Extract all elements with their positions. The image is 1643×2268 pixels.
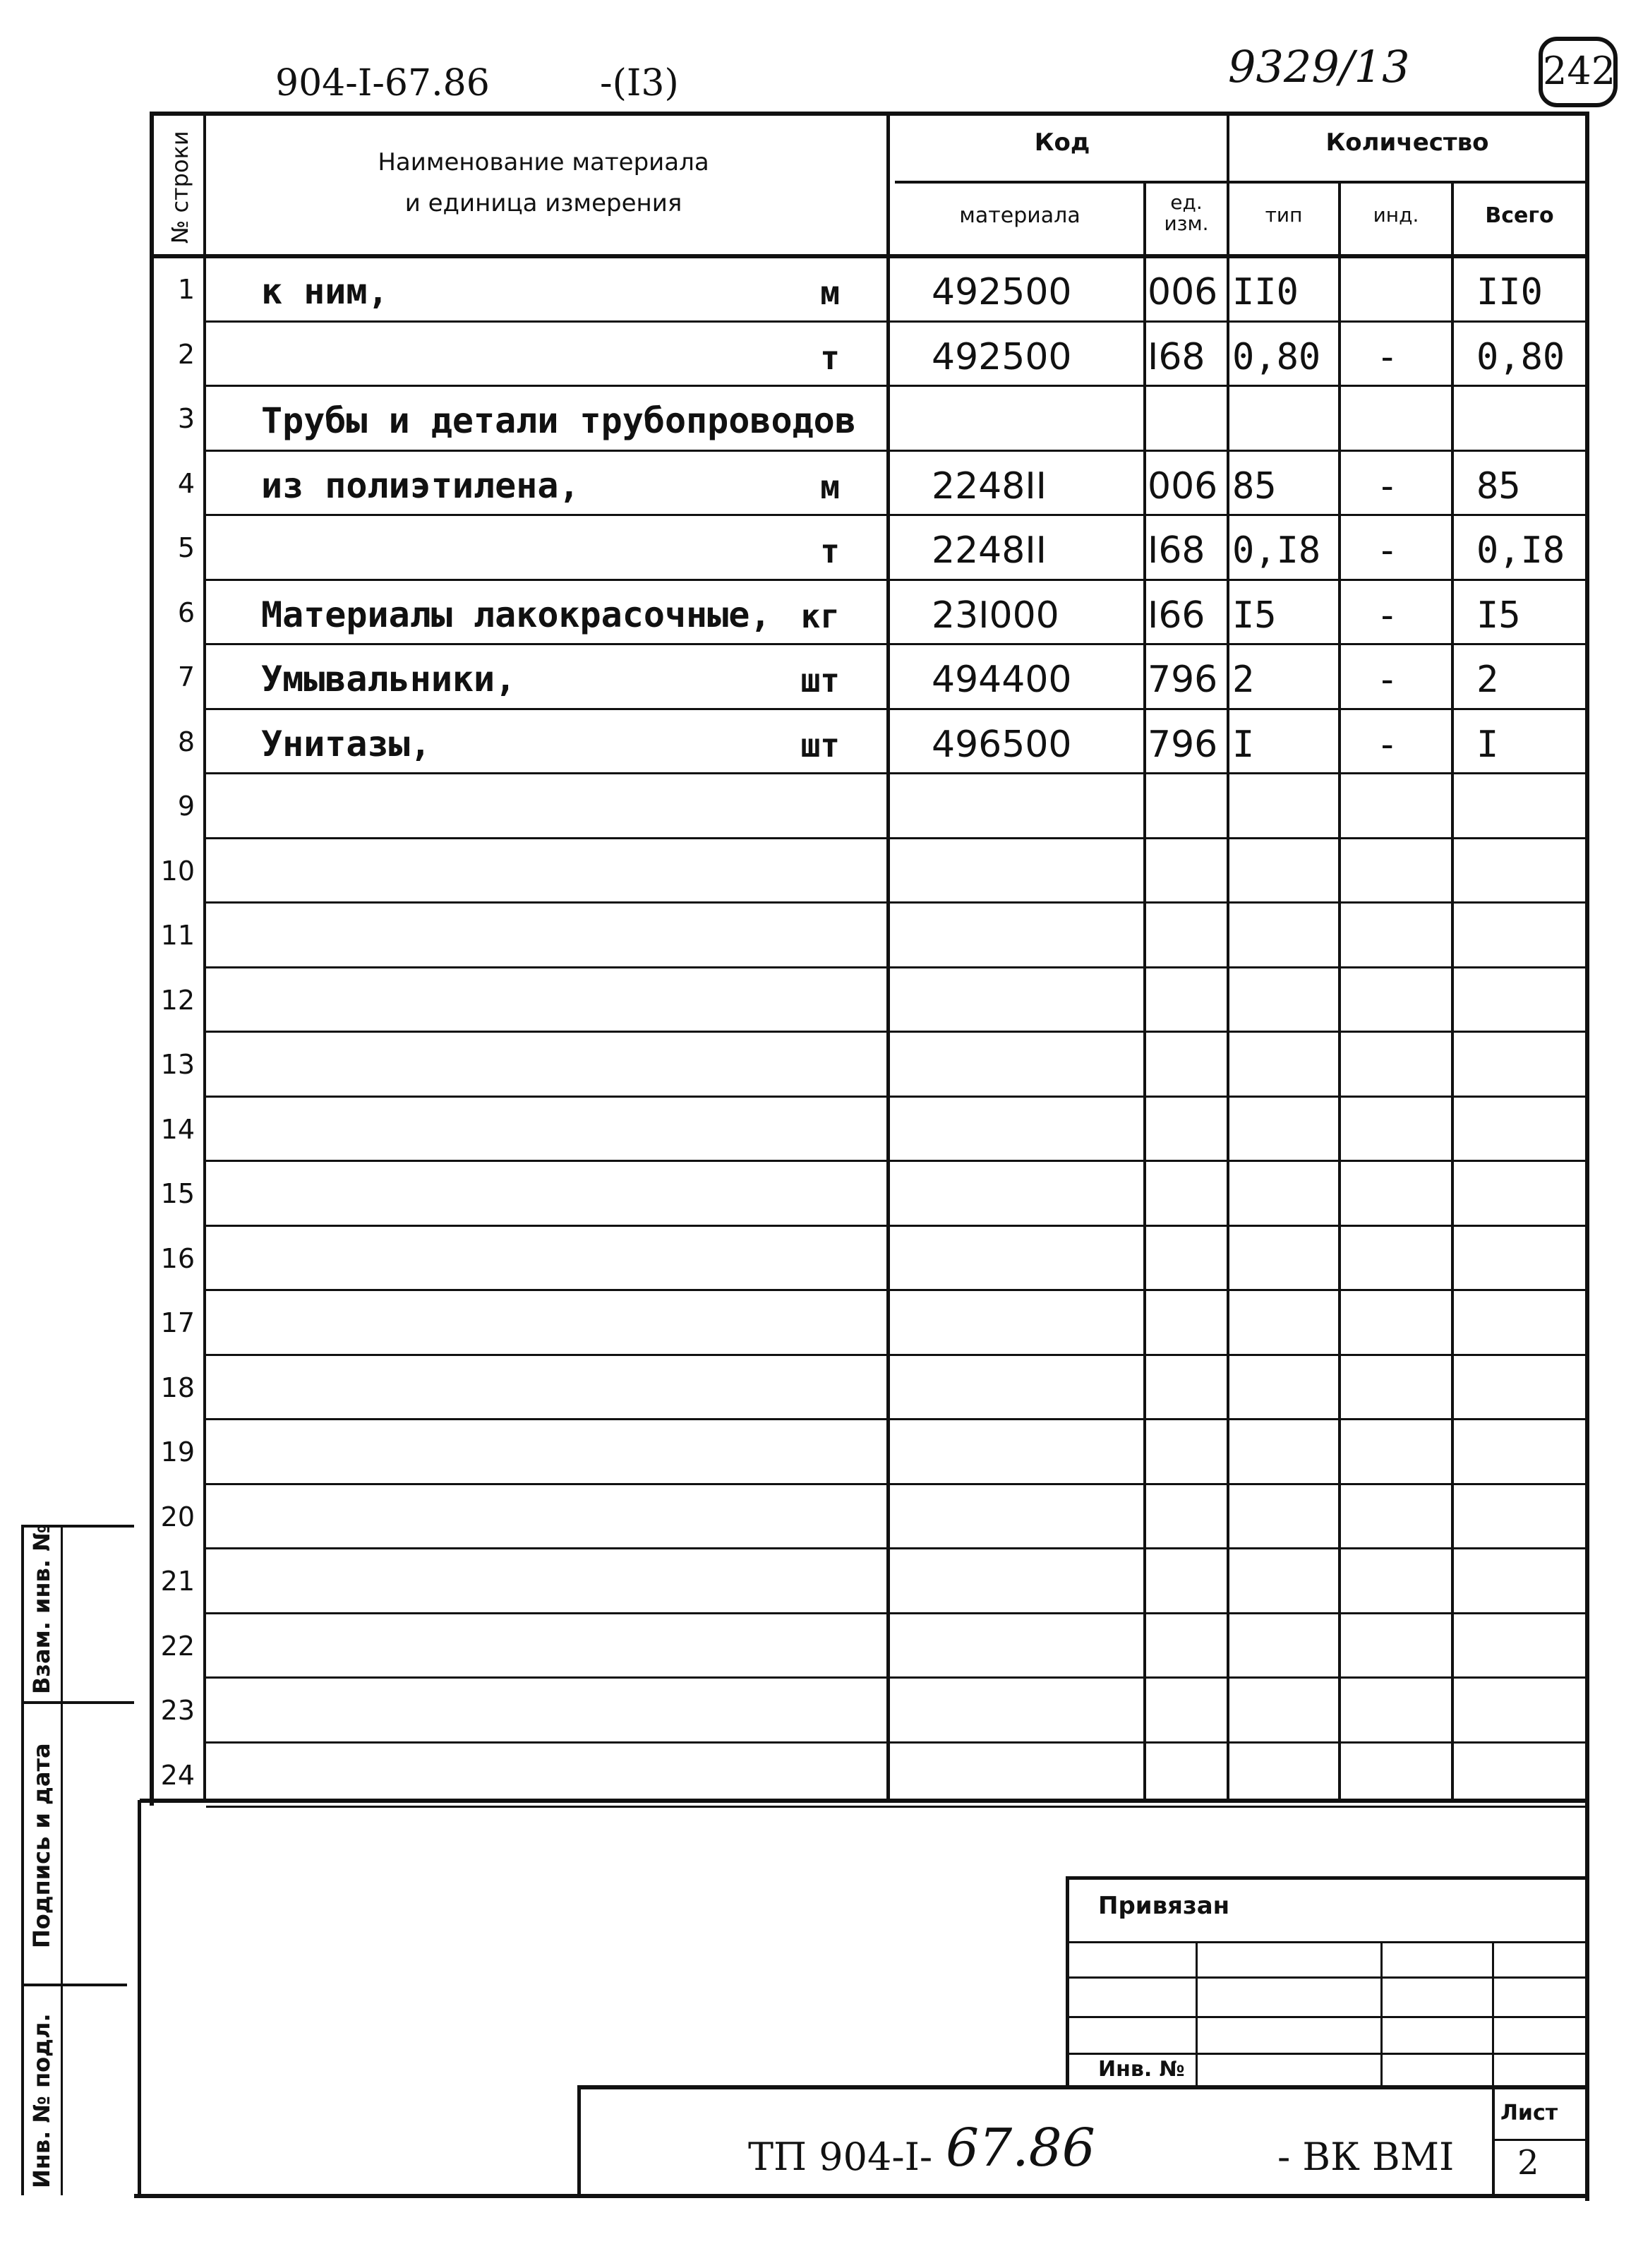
row-line: [206, 579, 1587, 581]
code-material-header: материала: [959, 203, 1081, 228]
row-line: [206, 1547, 1587, 1549]
unit-of-measure: т: [820, 339, 840, 377]
code-unit-header-line1: ед.: [1170, 191, 1203, 214]
code-unit-header-line2: изм.: [1164, 212, 1209, 235]
name-header-line1: Наименование материала: [378, 148, 709, 176]
material-name: Унитазы,: [261, 724, 431, 764]
stamp-col-2: [1380, 1941, 1383, 2089]
row-number: 16: [160, 1243, 195, 1274]
unit-of-measure: м: [820, 468, 840, 506]
quantity-ind: -: [1376, 465, 1399, 508]
quantity-type: II0: [1232, 271, 1299, 313]
row-line: [206, 1289, 1587, 1291]
quantity-total: I: [1476, 724, 1499, 766]
quantity-type: 85: [1232, 465, 1277, 508]
stamp-privyazan: Привязан: [1098, 1892, 1230, 1920]
side-label-inv-podl: Инв. № подл.: [28, 2013, 55, 2188]
row-number: 13: [160, 1049, 195, 1080]
row-line: [206, 450, 1587, 452]
frame-top: [150, 112, 1589, 116]
title-block-top: [577, 2085, 1588, 2089]
row-line: [206, 1096, 1587, 1098]
material-code: 23I000: [932, 594, 1059, 637]
row-number: 24: [160, 1760, 195, 1791]
row-number: 22: [160, 1631, 195, 1662]
quantity-ind: -: [1376, 724, 1399, 766]
row-number: 6: [177, 597, 195, 628]
row-line: [206, 1160, 1587, 1162]
frame-left-lower: [138, 1800, 141, 2195]
stamp-left: [1066, 1876, 1069, 2088]
row-line: [206, 1354, 1587, 1356]
row-number: 3: [177, 403, 195, 434]
row-line: [206, 1806, 1587, 1808]
code-header: Код: [1034, 128, 1090, 157]
quantity-ind: -: [1376, 659, 1399, 701]
row-line: [206, 708, 1587, 710]
row-line: [206, 966, 1587, 968]
title-prefix: ТП 904-I-: [748, 2135, 933, 2179]
material-name: Умывальники,: [261, 659, 517, 700]
unit-code: I68: [1148, 529, 1205, 572]
sheet-reference: -(I3): [600, 62, 679, 104]
row-line: [206, 514, 1587, 516]
quantity-type: 2: [1232, 659, 1255, 701]
row-number: 1: [177, 274, 195, 305]
row-line: [206, 1031, 1587, 1033]
quantity-total: 2: [1476, 659, 1499, 701]
row-number: 10: [160, 856, 195, 887]
row-line: [206, 320, 1587, 323]
material-code: 2248II: [932, 465, 1047, 508]
quantity-ind: -: [1376, 529, 1399, 572]
row-number: 2: [177, 339, 195, 370]
sheet-label: Лист: [1500, 2101, 1558, 2125]
stamp-line-4: [1069, 2053, 1588, 2055]
quantity-total: 0,80: [1476, 336, 1565, 378]
material-name: Трубы и детали трубопроводов: [261, 400, 856, 441]
unit-code: I68: [1148, 336, 1205, 378]
material-code: 492500: [932, 336, 1072, 378]
col-line-total: [1451, 181, 1454, 1803]
table-bottom-line: [140, 1799, 1589, 1803]
row-line: [206, 1741, 1587, 1744]
material-name: Материалы лакокрасочные,: [261, 594, 771, 635]
stamp-top: [1066, 1876, 1588, 1880]
quantity-ind: -: [1376, 336, 1399, 378]
row-number: 4: [177, 468, 195, 499]
title-block-left: [577, 2085, 581, 2197]
side-label-podpis: Подпись и дата: [28, 1743, 55, 1948]
quantity-total: 0,I8: [1476, 529, 1565, 572]
frame-right: [1585, 112, 1589, 2201]
title-handwritten-number: 67.86: [946, 2118, 1095, 2178]
material-code: 496500: [932, 724, 1072, 766]
row-number: 20: [160, 1501, 195, 1532]
material-code: 2248II: [932, 529, 1047, 572]
row-line: [206, 1483, 1587, 1485]
stamp-line-3: [1069, 2016, 1588, 2018]
stamp-line-1: [1069, 1941, 1588, 1943]
row-line: [206, 901, 1587, 904]
sheet-number: 2: [1517, 2143, 1539, 2183]
subheader-line: [895, 181, 1585, 184]
row-number: 12: [160, 985, 195, 1016]
row-number: 18: [160, 1372, 195, 1403]
row-number: 19: [160, 1436, 195, 1468]
side-divider-3: [21, 1984, 127, 1986]
row-line: [206, 1225, 1587, 1227]
stamp-line-2: [1069, 1976, 1588, 1979]
row-line: [206, 837, 1587, 839]
title-block-sheet-divider: [1492, 2088, 1495, 2195]
row-line: [206, 385, 1587, 387]
page-number-stamp: 242: [1539, 37, 1618, 107]
side-divider-2: [21, 1701, 134, 1704]
row-number-header: № строки: [167, 131, 193, 244]
unit-of-measure: кг: [800, 597, 840, 635]
row-number: 8: [177, 726, 195, 757]
unit-of-measure: т: [820, 532, 840, 570]
row-number: 15: [160, 1178, 195, 1209]
row-number: 14: [160, 1114, 195, 1145]
material-name: из полиэтилена,: [261, 465, 580, 506]
unit-of-measure: м: [820, 274, 840, 312]
title-block-sheet-line: [1492, 2139, 1587, 2141]
qty-total-header: Всего: [1485, 203, 1554, 228]
col-line-ind: [1338, 181, 1341, 1803]
quantity-type: I5: [1232, 594, 1277, 637]
side-label-vzam: Взам. инв. №: [28, 1524, 55, 1694]
stamp-col-1: [1196, 1941, 1198, 2089]
row-number: 21: [160, 1566, 195, 1597]
row-number: 23: [160, 1695, 195, 1726]
side-frame-inner: [61, 1525, 63, 2195]
unit-of-measure: шт: [800, 661, 840, 700]
quantity-type: 0,I8: [1232, 529, 1321, 572]
row-line: [206, 643, 1587, 645]
title-suffix: - ВК ВМI: [1277, 2135, 1455, 2179]
stamp-inv-no: Инв. №: [1098, 2057, 1185, 2082]
side-frame-left: [21, 1525, 24, 2195]
row-line: [206, 1418, 1587, 1420]
quantity-ind: -: [1376, 594, 1399, 637]
material-code: 492500: [932, 271, 1072, 313]
stamp-col-3: [1492, 1941, 1494, 2089]
material-name: к ним,: [261, 271, 389, 312]
document-code: 904-I-67.86: [275, 62, 490, 104]
material-code: 494400: [932, 659, 1072, 701]
unit-code: I66: [1148, 594, 1205, 637]
quantity-total: II0: [1476, 271, 1543, 313]
unit-code: 796: [1148, 659, 1218, 701]
quantity-total: 85: [1476, 465, 1521, 508]
qty-ind-header: инд.: [1373, 203, 1419, 227]
unit-code: 796: [1148, 724, 1218, 766]
code-unit-header: [1146, 192, 1227, 234]
row-line: [206, 1612, 1587, 1614]
quantity-total: I5: [1476, 594, 1521, 637]
unit-code: 006: [1148, 465, 1218, 508]
quantity-type: 0,80: [1232, 336, 1321, 378]
header-bottom-line: [154, 254, 1587, 258]
row-number: 5: [177, 532, 195, 563]
row-number: 7: [177, 661, 195, 692]
row-number: 17: [160, 1307, 195, 1338]
row-line: [206, 772, 1587, 774]
qty-type-header: тип: [1265, 203, 1303, 227]
frame-bottom: [134, 2194, 1589, 2198]
row-number: 9: [177, 791, 195, 822]
name-header-line2: и единица измерения: [404, 189, 682, 217]
quantity-header: Количество: [1325, 128, 1489, 157]
unit-of-measure: шт: [800, 726, 840, 764]
archive-number: 9329/13: [1228, 41, 1410, 92]
col-line-unitcode: [1143, 181, 1146, 1803]
row-number: 11: [160, 920, 195, 951]
quantity-type: I: [1232, 724, 1255, 766]
unit-code: 006: [1148, 271, 1218, 313]
row-line: [206, 1676, 1587, 1679]
